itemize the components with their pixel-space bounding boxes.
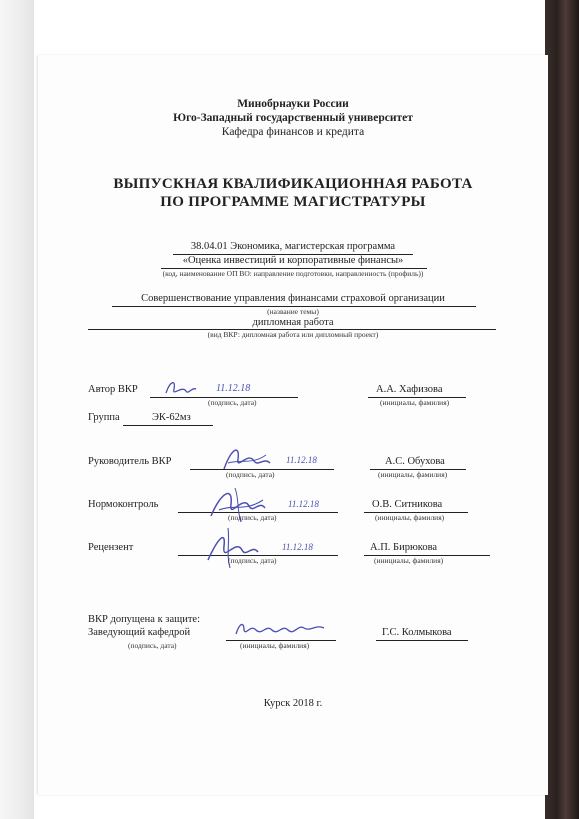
supervisor-sign-date: 11.12.18 bbox=[286, 455, 317, 465]
thesis-title-line2: ПО ПРОГРАММЕ МАГИСТРАТУРЫ bbox=[160, 194, 426, 210]
admission-heading: ВКР допущена к защите: bbox=[88, 614, 200, 625]
group-label: Группа bbox=[88, 412, 120, 423]
reviewer-sig-caption: (подпись, дата) bbox=[228, 556, 277, 565]
author-sign-date: 11.12.18 bbox=[216, 383, 251, 394]
admission-sig-caption: (подпись, дата) bbox=[128, 641, 177, 650]
head-of-department-label: Заведующий кафедрой bbox=[88, 627, 191, 638]
author-label: Автор ВКР bbox=[88, 384, 138, 395]
normcontrol-sign-date: 11.12.18 bbox=[288, 499, 319, 509]
scan-right-edge bbox=[545, 0, 579, 819]
admission-name-line bbox=[376, 640, 468, 641]
department-name: Кафедра финансов и кредита bbox=[221, 126, 365, 138]
group-line bbox=[123, 425, 213, 426]
author-signature-icon bbox=[160, 375, 200, 401]
author-name: А.А. Хафизова bbox=[376, 384, 443, 395]
topic-caption: (название темы) bbox=[267, 307, 319, 316]
work-type: дипломная работа bbox=[252, 317, 334, 328]
author-name-caption: (инициалы, фамилия) bbox=[380, 398, 450, 407]
normcontrol-name: О.В. Ситникова bbox=[372, 499, 443, 510]
supervisor-sig-caption: (подпись, дата) bbox=[226, 470, 275, 479]
university-name: Юго-Западный государственный университет bbox=[173, 112, 413, 124]
normcontrol-sig-caption: (подпись, дата) bbox=[228, 513, 277, 522]
program-name: «Оценка инвестиций и корпоративные финансы» bbox=[182, 255, 404, 266]
scan-left-margin bbox=[0, 0, 34, 819]
head-signature-icon bbox=[232, 616, 328, 640]
supervisor-label: Руководитель ВКР bbox=[88, 456, 172, 467]
thesis-title-line1: ВЫПУСКНАЯ КВАЛИФИКАЦИОННАЯ РАБОТА bbox=[113, 176, 473, 192]
reviewer-label: Рецензент bbox=[88, 542, 134, 553]
supervisor-name: А.С. Обухова bbox=[385, 456, 445, 467]
normcontrol-label: Нормоконтроль bbox=[88, 499, 159, 510]
admission-name-caption: (инициалы, фамилия) bbox=[240, 641, 310, 650]
supervisor-name-caption: (инициалы, фамилия) bbox=[378, 470, 448, 479]
ministry-name: Минобрнауки России bbox=[237, 98, 349, 110]
document-page bbox=[38, 55, 548, 795]
program-caption: (код, наименование ОП ВО: направление подготовки, направленность (профиль)) bbox=[162, 269, 424, 278]
thesis-topic: Совершенствование управления финансами страховой организации bbox=[141, 293, 445, 304]
normcontrol-name-caption: (инициалы, фамилия) bbox=[375, 513, 445, 522]
group-value: ЭК-62мз bbox=[152, 412, 191, 423]
reviewer-name: А.П. Бирюкова bbox=[370, 542, 438, 553]
reviewer-sign-date: 11.12.18 bbox=[282, 542, 313, 552]
work-type-caption: (вид ВКР: дипломная работа или дипломный проект) bbox=[207, 330, 379, 339]
city-year: Курск 2018 г. bbox=[263, 698, 323, 709]
head-of-department-name: Г.С. Колмыкова bbox=[382, 627, 452, 638]
program-code: 38.04.01 Экономика, магистерская программа bbox=[190, 241, 396, 252]
reviewer-name-caption: (инициалы, фамилия) bbox=[374, 556, 444, 565]
author-sig-caption: (подпись, дата) bbox=[208, 398, 257, 407]
